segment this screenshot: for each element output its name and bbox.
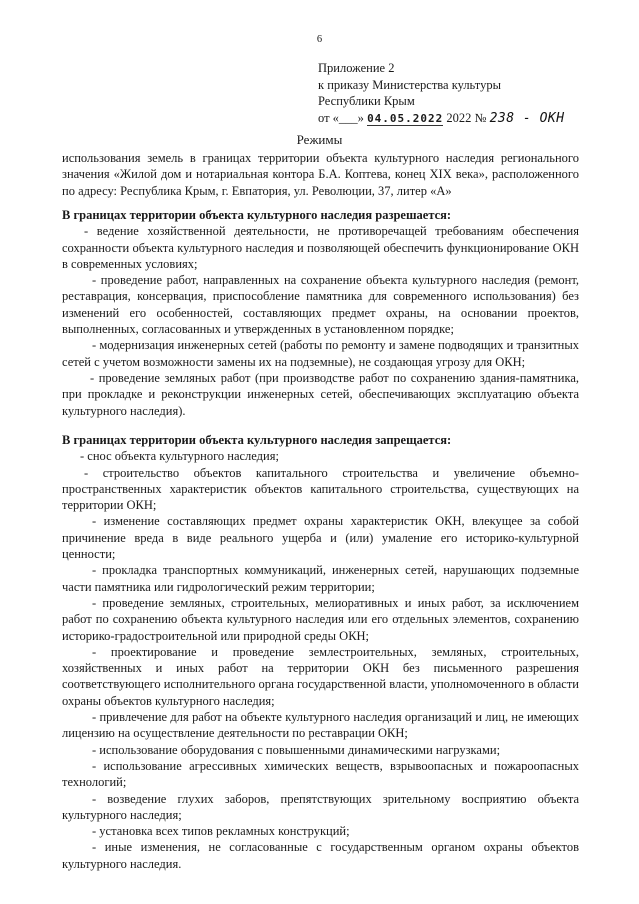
forbidden-item: - привлечение для работ на объекте культурного наследия организаций и лиц, не имеющих лицензию на осуществление деятельности по реставрации ОКН; bbox=[62, 710, 579, 741]
allowed-item: - модернизация инженерных сетей (работы по ремонту и замене подводящих и транзитных сетей с учетом возможности замены их на подземные), не создающая угрозу для ОКН; bbox=[62, 338, 579, 369]
forbidden-item: - проведение земляных, строительных, мелиоративных и иных работ, за исключением работ по сохранению объекта культурного наследия или его отдельных элементов, сохранению историко-градостроительной или природной среды ОКН; bbox=[62, 595, 579, 643]
appendix-date-line bbox=[318, 110, 565, 128]
forbidden-section bbox=[62, 432, 579, 872]
allowed-item: - ведение хозяйственной деятельности, не противоречащей требованиям обеспечения сохранности объекта культурного наследия и позволяющей обеспечить функционирование ОКН в современных условиях; bbox=[62, 224, 579, 271]
forbidden-item: - снос объекта культурного наследия; bbox=[80, 449, 279, 464]
appendix-title: Приложение 2 bbox=[318, 61, 395, 75]
date-suffix: 2022 № bbox=[446, 110, 487, 125]
forbidden-heading: В границах территории объекта культурного наследия запрещается: bbox=[62, 433, 452, 447]
forbidden-item: - изменение составляющих предмет охраны характеристик ОКН, влекущее за собой причинение вреда в виде реального ущерба и (или) умаление его историко-культурной ценности; bbox=[62, 514, 579, 562]
allowed-item: - проведение земляных работ (при производстве работ по сохранению здания-памятника, при прокладке и реконструкции инженерных сетей, обеспечивающих эксплуатацию объекта культурного наследия). bbox=[62, 370, 579, 418]
forbidden-item: - прокладка транспортных коммуникаций, инженерных сетей, нарушающих подземные части памятника или гидрологический режим территории; bbox=[62, 563, 579, 594]
forbidden-item: - использование оборудования с повышенными динамическими нагрузками; bbox=[92, 742, 501, 757]
document-title: Режимы bbox=[296, 132, 343, 147]
forbidden-item: - проектирование и проведение землестроительных, земляных, строительных, хозяйственных и иных работ на территории ОКН без письменного разрешения соответствующего исполнительного органа государственной власти, уполномоченного в области охраны объектов культурного наследия; bbox=[62, 644, 579, 708]
handwritten-order-number: 238 - ОКН bbox=[489, 110, 565, 126]
allowed-heading: В границах территории объекта культурного наследия разрешается: bbox=[62, 208, 452, 222]
forbidden-item: - установка всех типов рекламных конструкций; bbox=[92, 824, 350, 839]
date-prefix: от «___» bbox=[318, 110, 364, 125]
allowed-section bbox=[62, 207, 579, 419]
forbidden-item: - использование агрессивных химических веществ, взрывоопасных и пожароопасных технологий; bbox=[62, 758, 579, 790]
allowed-item: - проведение работ, направленных на сохранение объекта культурного наследия (ремонт, реставрация, консервация, приспособление памятника для современного использования) без изменений его особенностей, составляющих предмет охраны, на основании проектов, выполненных, согласованных и утвержденных в установленном порядке; bbox=[62, 273, 579, 337]
appendix-republic: Республики Крым bbox=[318, 94, 415, 108]
document-intro: использования земель в границах территории объекта культурного наследия регионального значения «Жилой дом и нотариальная контора Б.А. Коптева, конец XIX века», расположенного по адресу: Республика Крым, г. Евпатория, ул. Революции, 37, литер «А» bbox=[62, 151, 579, 198]
appendix-order-ref: к приказу Министерства культуры bbox=[318, 77, 501, 92]
page-number: 6 bbox=[316, 34, 323, 45]
appendix-header bbox=[318, 60, 565, 127]
handwritten-date: 04.05.2022 bbox=[367, 111, 444, 125]
forbidden-item: - иные изменения, не согласованные с государственным органом охраны объектов культурного наследия. bbox=[62, 840, 579, 871]
forbidden-item: - возведение глухих заборов, препятствующих зрительному восприятию объекта культурного наследия; bbox=[62, 791, 579, 822]
forbidden-item: - строительство объектов капитального строительства и увеличение объемно-пространственных характеристик объектов капитального строительства, существующих на территории ОКН; bbox=[62, 465, 579, 513]
